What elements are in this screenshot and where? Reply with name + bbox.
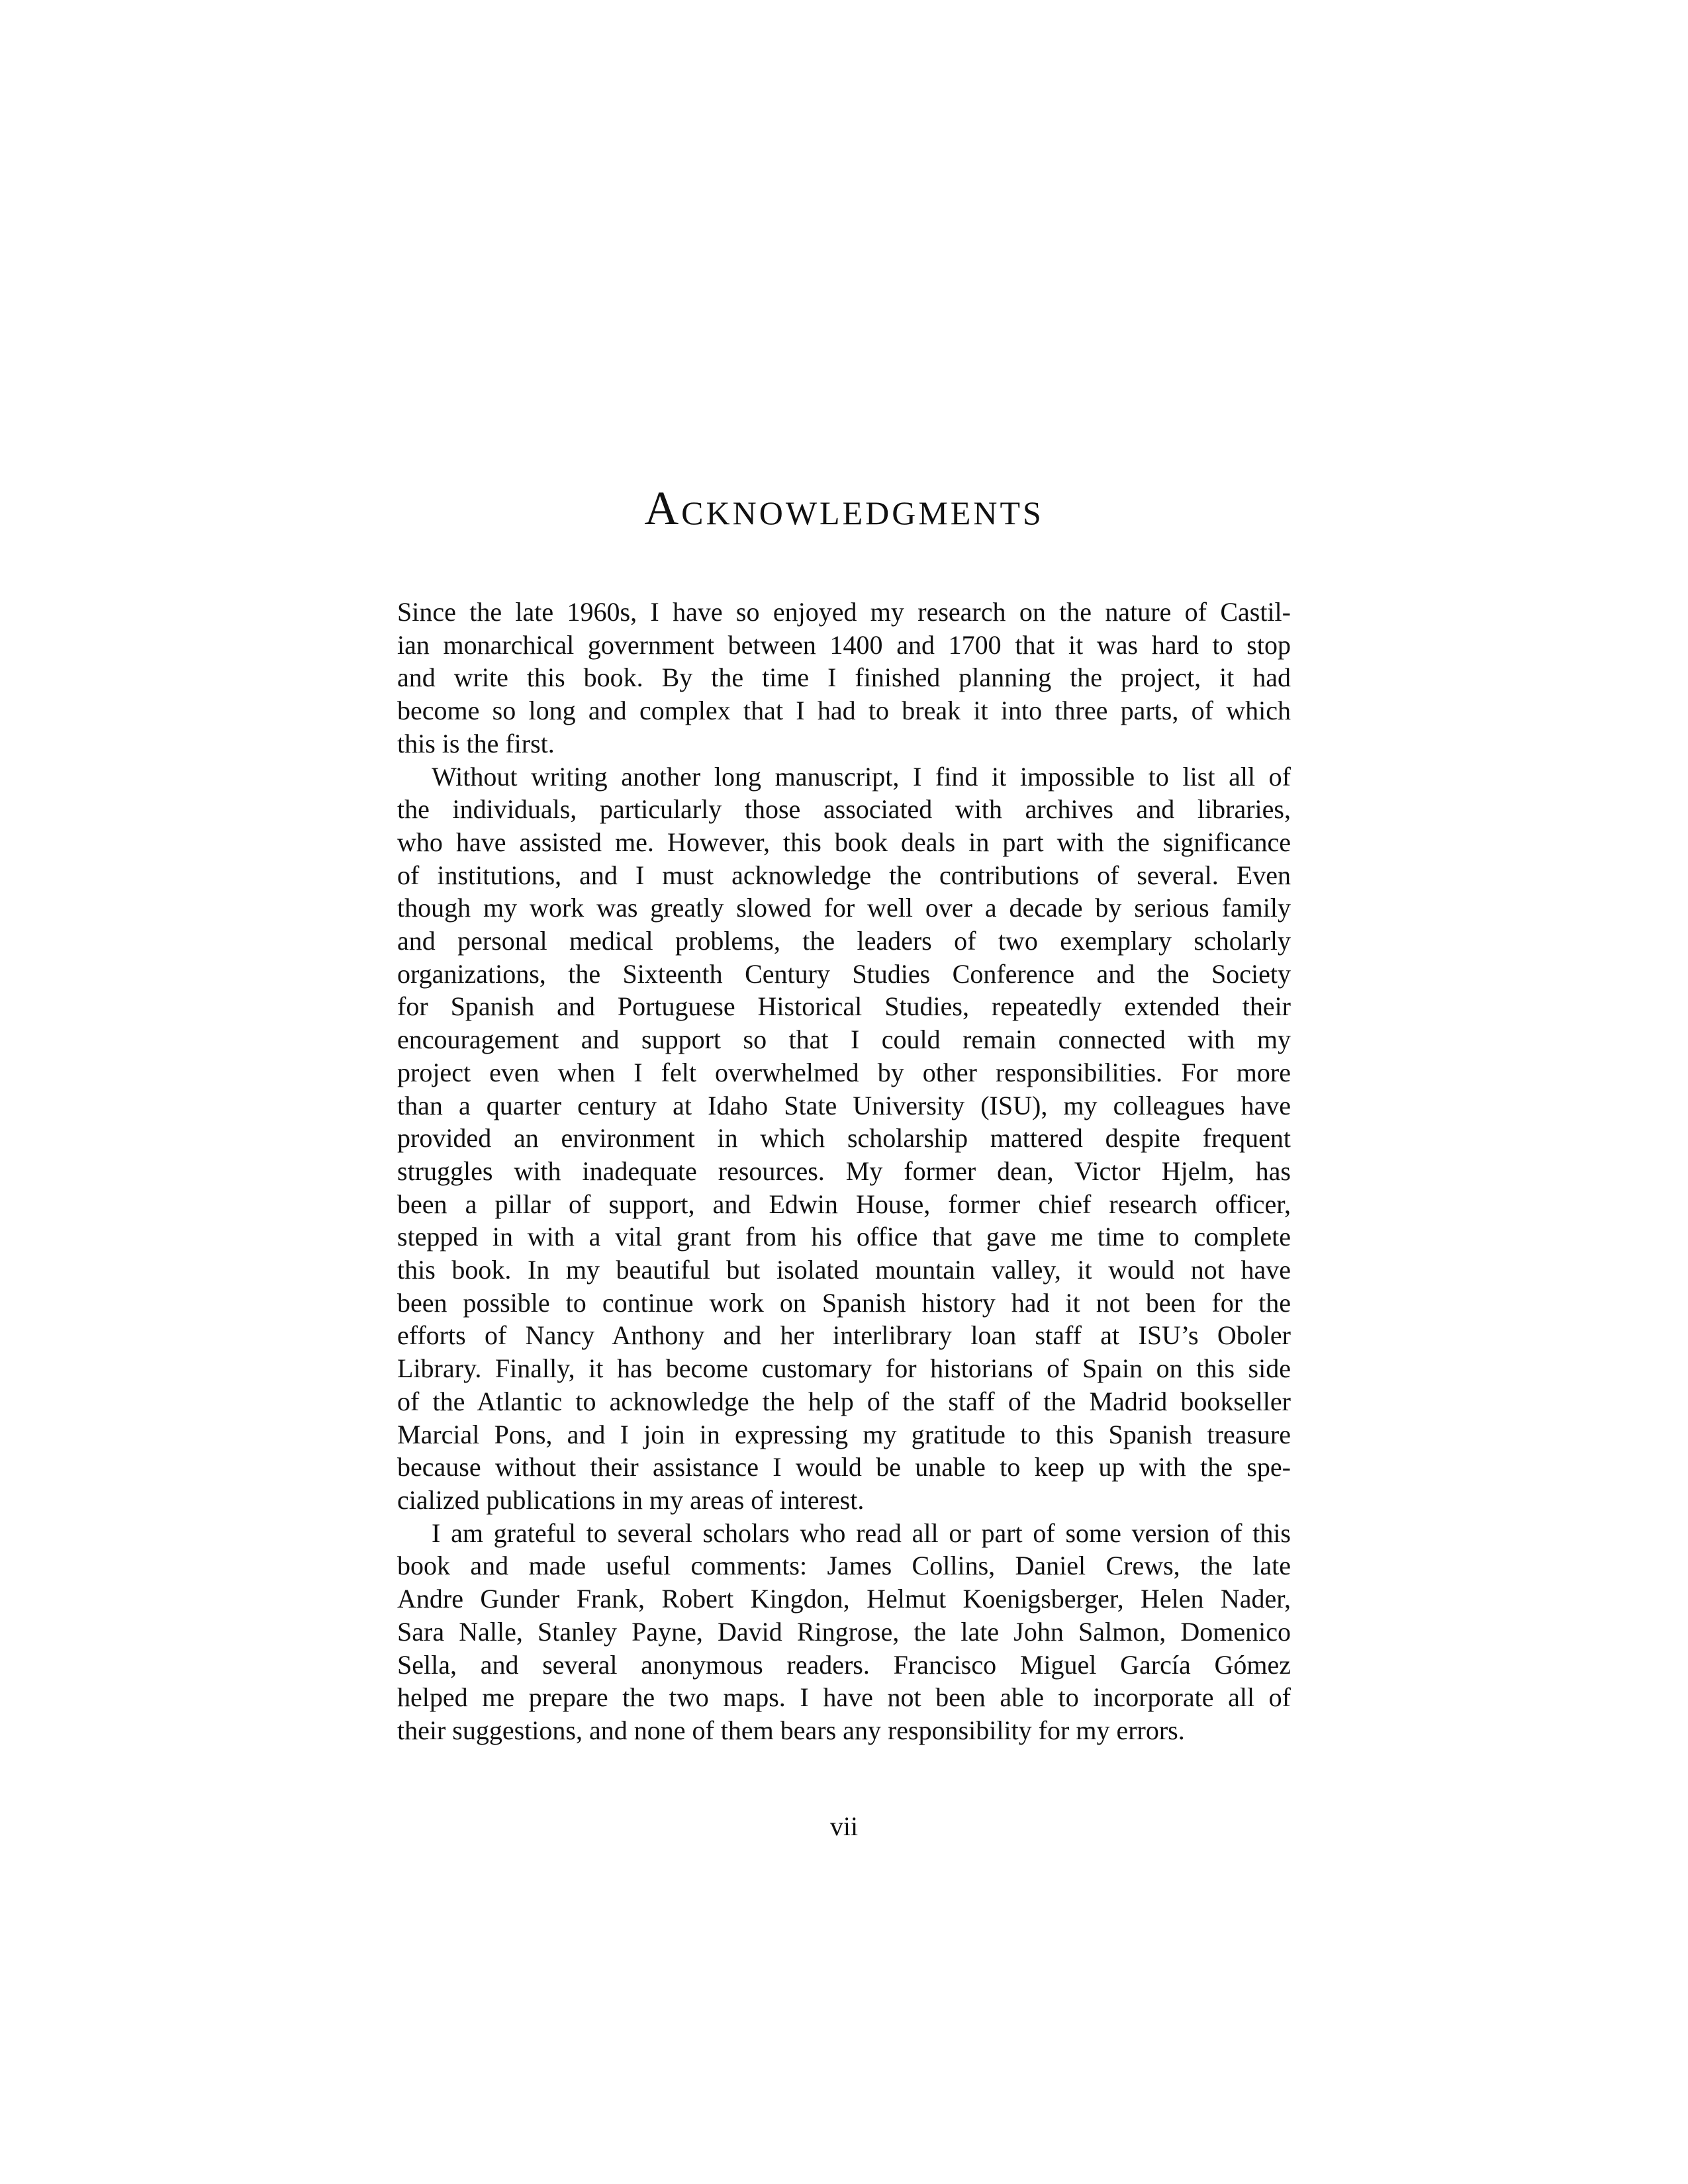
text-line: been a pillar of support, and Edwin House, former chief research officer,: [397, 1189, 1291, 1219]
text-line: helped me prepare the two maps. I have not been able to incorporate all of: [397, 1682, 1291, 1713]
text-line: because without their assistance I would be unable to keep up with the spe-: [397, 1452, 1291, 1482]
text-line: the individuals, particularly those associated with archives and libraries,: [397, 794, 1291, 825]
text-line: and write this book. By the time I finished planning the project, it had: [397, 662, 1291, 693]
text-line: this is the first.: [397, 728, 555, 758]
text-line: become so long and complex that I had to break it into three parts, of which: [397, 696, 1291, 726]
paragraph-3: [397, 1517, 1291, 1747]
page-number: vii: [829, 1811, 859, 1841]
text-line: struggles with inadequate resources. My former dean, Victor Hjelm, has: [397, 1156, 1291, 1186]
text-line: Without writing another long manuscript, I find it impossible to list all of: [432, 761, 1291, 792]
text-line: efforts of Nancy Anthony and her interlibrary loan staff at ISU’s Oboler: [397, 1320, 1291, 1351]
text-line: and personal medical problems, the leaders of two exemplary scholarly: [397, 926, 1291, 956]
paragraph-1: [397, 596, 1291, 760]
text-line: Library. Finally, it has become customary for historians of Spain on this side: [397, 1353, 1291, 1384]
text-line: for Spanish and Portuguese Historical Studies, repeatedly extended their: [397, 991, 1291, 1022]
text-line: I am grateful to several scholars who read all or part of some version of this: [432, 1518, 1291, 1548]
text-line: Andre Gunder Frank, Robert Kingdon, Helmut Koenigsberger, Helen Nader,: [397, 1584, 1291, 1614]
text-line: who have assisted me. However, this book deals in part with the significance: [397, 827, 1291, 857]
text-line: Sara Nalle, Stanley Payne, David Ringrose, the late John Salmon, Domenico: [397, 1616, 1291, 1647]
text-line: than a quarter century at Idaho State University (ISU), my colleagues have: [397, 1090, 1291, 1120]
text-line: of the Atlantic to acknowledge the help of the staff of the Madrid bookseller: [397, 1386, 1291, 1416]
text-line: project even when I felt overwhelmed by other responsibilities. For more: [397, 1057, 1291, 1087]
text-line: Since the late 1960s, I have so enjoyed my research on the nature of Castil-: [397, 597, 1291, 627]
paragraph-2: [397, 760, 1291, 1517]
text-line: book and made useful comments: James Collins, Daniel Crews, the late: [397, 1551, 1291, 1581]
acknowledgments-body: [397, 596, 1291, 1747]
text-line: though my work was greatly slowed for well over a decade by serious family: [397, 893, 1291, 923]
text-line: provided an environment in which scholarship mattered despite frequent: [397, 1123, 1291, 1154]
text-line: ian monarchical government between 1400 and 1700 that it was hard to stop: [397, 629, 1291, 660]
text-line: this book. In my beautiful but isolated mountain valley, it would not have: [397, 1255, 1291, 1285]
text-line: Sella, and several anonymous readers. Francisco Miguel García Gómez: [397, 1649, 1291, 1680]
text-line: encouragement and support so that I could remain connected with my: [397, 1024, 1291, 1055]
text-line: Marcial Pons, and I join in expressing my gratitude to this Spanish treasure: [397, 1419, 1291, 1449]
text-line: organizations, the Sixteenth Century Studies Conference and the Society: [397, 958, 1291, 989]
page-title: Acknowledgments: [644, 482, 1044, 535]
text-line: their suggestions, and none of them bears any responsibility for my errors.: [397, 1715, 1185, 1745]
text-line: stepped in with a vital grant from his office that gave me time to complete: [397, 1222, 1291, 1252]
text-line: been possible to continue work on Spanish history had it not been for the: [397, 1287, 1291, 1318]
text-line: cialized publications in my areas of interest.: [397, 1484, 865, 1515]
text-line: of institutions, and I must acknowledge the contributions of several. Even: [397, 860, 1291, 890]
